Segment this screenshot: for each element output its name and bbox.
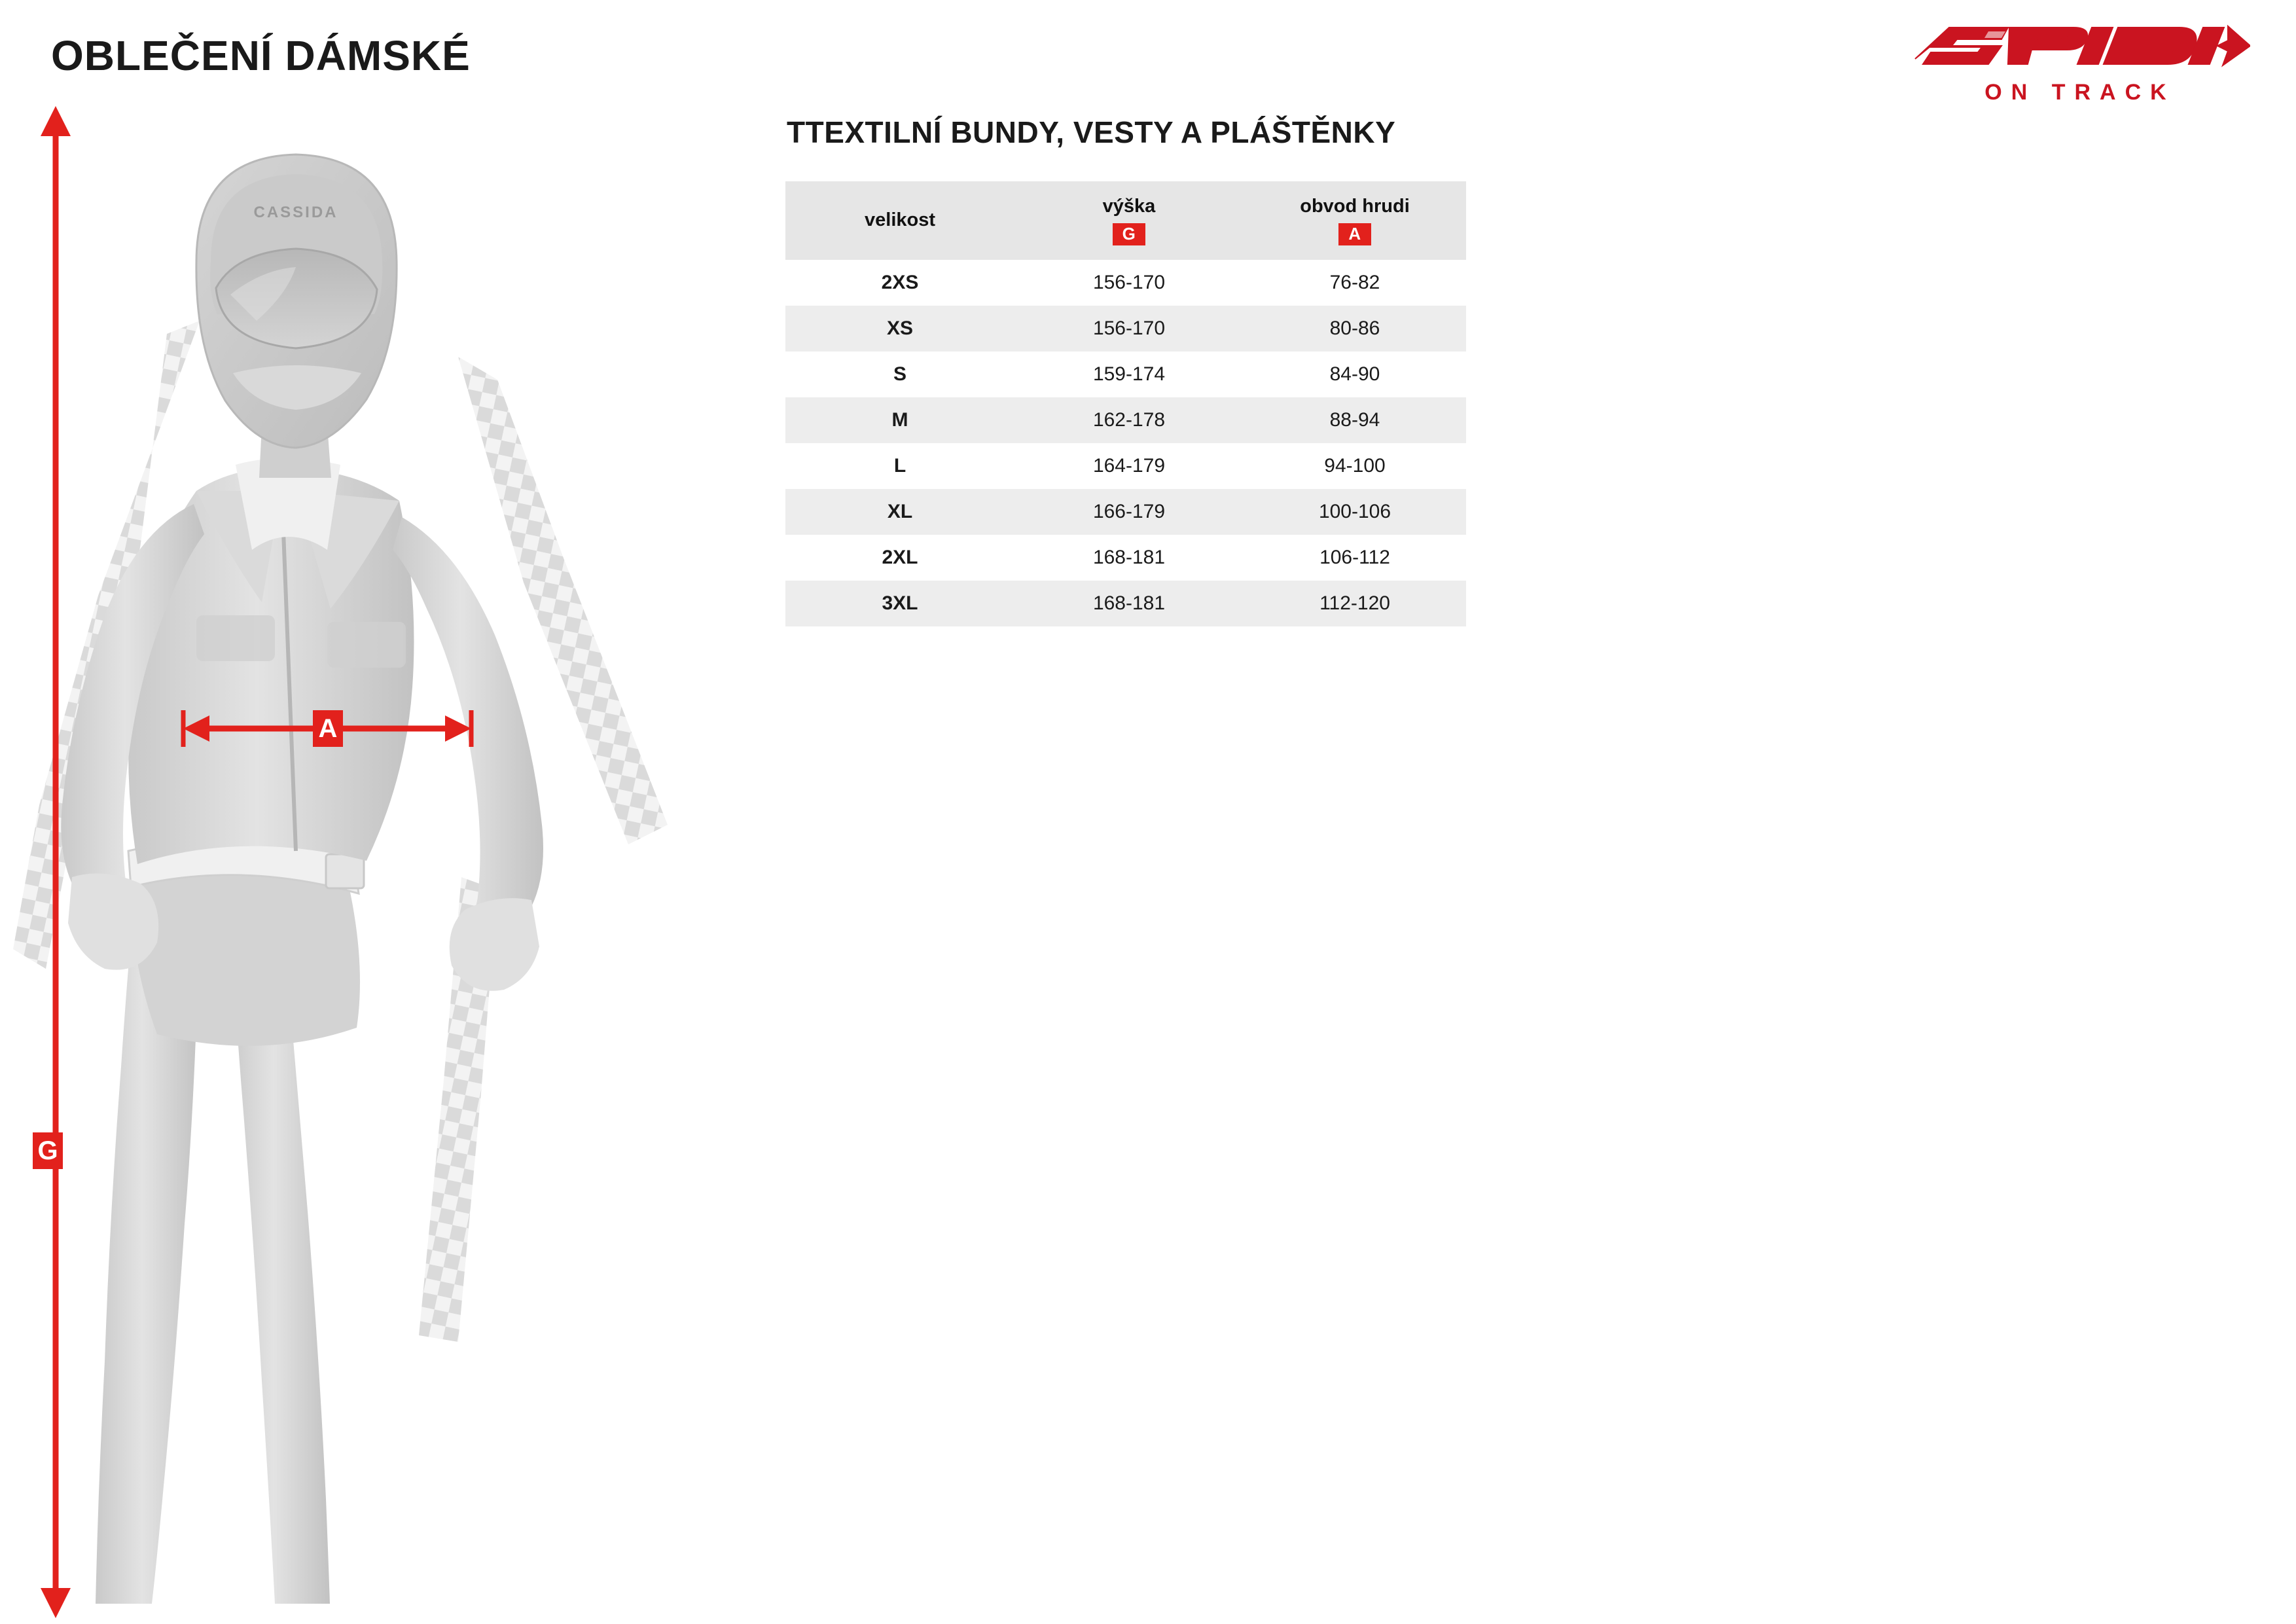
figure-illustration [0, 98, 759, 1623]
table-row [785, 535, 1466, 581]
column-header-height: výška G [1014, 181, 1244, 260]
brand-logo [1910, 20, 2250, 105]
cell-chest: 80-86 [1244, 306, 1466, 352]
height-measure-label: G [33, 1132, 63, 1169]
table-header-row [785, 181, 1466, 260]
svg-text:CASSIDA: CASSIDA [253, 204, 338, 221]
cell-size: M [785, 397, 1014, 443]
cell-height: 168-181 [1014, 535, 1244, 581]
cell-chest: 94-100 [1244, 443, 1466, 489]
column-header-size: velikost [785, 181, 1014, 260]
cell-height: 159-174 [1014, 352, 1244, 397]
table-row [785, 443, 1466, 489]
table-row [785, 352, 1466, 397]
cell-size: XL [785, 489, 1014, 535]
table-row [785, 397, 1466, 443]
table-row [785, 306, 1466, 352]
table-row [785, 260, 1466, 306]
cell-chest: 76-82 [1244, 260, 1466, 306]
column-header-chest: obvod hrudi A [1244, 181, 1466, 260]
cell-chest: 84-90 [1244, 352, 1466, 397]
cell-size: 2XL [785, 535, 1014, 581]
cell-height: 164-179 [1014, 443, 1244, 489]
cell-size: L [785, 443, 1014, 489]
size-table-block [785, 115, 1479, 626]
cell-size: 3XL [785, 581, 1014, 626]
cell-size: S [785, 352, 1014, 397]
badge-g: G [1113, 223, 1145, 245]
cell-height: 162-178 [1014, 397, 1244, 443]
figure-helmet [196, 154, 397, 448]
table-title: TTEXTILNÍ BUNDY, VESTY A PLÁŠTĚNKY [787, 115, 1396, 149]
cell-chest: 112-120 [1244, 581, 1466, 626]
cell-size: XS [785, 306, 1014, 352]
size-table [785, 181, 1466, 626]
cell-height: 166-179 [1014, 489, 1244, 535]
cell-chest: 106-112 [1244, 535, 1466, 581]
cell-chest: 88-94 [1244, 397, 1466, 443]
checkered-stripe-right [419, 357, 668, 1342]
table-row [785, 581, 1466, 626]
figure-legs [96, 863, 360, 1604]
brand-tagline: ON TRACK [1984, 80, 2176, 105]
cell-height: 168-181 [1014, 581, 1244, 626]
cell-height: 156-170 [1014, 306, 1244, 352]
cell-chest: 100-106 [1244, 489, 1466, 535]
cell-height: 156-170 [1014, 260, 1244, 306]
chest-measure-label: A [313, 710, 343, 747]
spidi-wordmark-icon [1910, 20, 2250, 72]
page-title: OBLEČENÍ DÁMSKÉ [51, 32, 471, 79]
table-row [785, 489, 1466, 535]
badge-a: A [1338, 223, 1371, 245]
cell-size: 2XS [785, 260, 1014, 306]
